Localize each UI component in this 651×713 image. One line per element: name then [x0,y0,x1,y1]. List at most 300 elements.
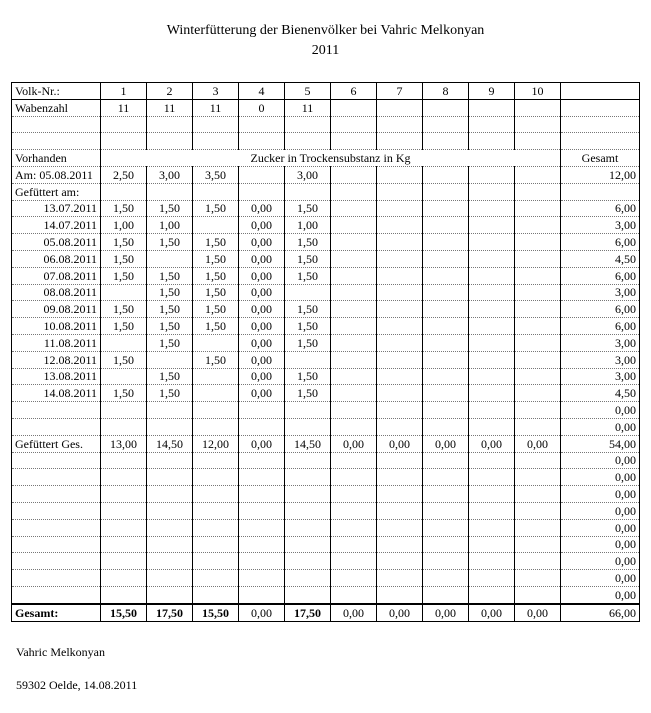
empty-cell [101,452,147,469]
empty-cell [285,452,331,469]
feed-value [101,402,147,419]
waben-value [469,99,515,116]
empty-cell [515,570,561,587]
feed-value [469,334,515,351]
empty-cell [423,502,469,519]
gefuettert-label: Gefüttert am: [12,183,101,200]
feed-date: 14.07.2011 [12,217,101,234]
am-value [377,166,423,183]
feed-value [377,234,423,251]
empty-cell [193,536,239,553]
feed-value [469,267,515,284]
empty-cell [331,133,377,150]
empty-cell [469,570,515,587]
feed-total: 3,00 [561,284,640,301]
feed-row [12,385,640,402]
feed-value: 0,00 [239,267,285,284]
feed-value [515,284,561,301]
feed-value: 1,50 [147,368,193,385]
feed-date: 13.08.2011 [12,368,101,385]
zero-row [12,586,640,603]
empty-cell [147,502,193,519]
empty-cell [377,553,423,570]
am-value: 2,50 [101,166,147,183]
feed-value [193,385,239,402]
feed-row [12,284,640,301]
empty-cell [101,133,147,150]
volk-number: 3 [193,83,239,100]
empty-cell [285,586,331,603]
empty-cell [331,486,377,503]
feed-value [331,234,377,251]
feed-value [515,200,561,217]
empty-cell [331,502,377,519]
volk-number: 6 [331,83,377,100]
feed-value [423,318,469,335]
feed-value [147,351,193,368]
feed-value [469,351,515,368]
feed-value [515,301,561,318]
empty-cell [515,116,561,133]
empty-cell [147,536,193,553]
feed-value [193,368,239,385]
empty-cell [101,486,147,503]
feed-value: 1,50 [147,284,193,301]
feed-value [469,284,515,301]
empty-cell [147,116,193,133]
zero-row [12,519,640,536]
feed-value [515,368,561,385]
empty-cell [561,116,640,133]
volk-number: 2 [147,83,193,100]
zero-total: 0,00 [561,536,640,553]
empty-cell [377,536,423,553]
feed-value [239,402,285,419]
empty-cell [561,99,640,116]
feed-value [377,418,423,435]
gesamt-value: 0,00 [469,604,515,621]
volk-number: 8 [423,83,469,100]
feed-value: 1,50 [193,351,239,368]
feed-value: 1,50 [101,351,147,368]
feed-value [423,284,469,301]
am-value [469,166,515,183]
feed-value: 1,50 [101,234,147,251]
document-year: 2011 [311,43,340,58]
feed-total: 4,50 [561,385,640,402]
gef-ges-value: 0,00 [423,435,469,452]
empty-cell [515,586,561,603]
feed-total: 3,00 [561,351,640,368]
waben-row [12,99,640,116]
feed-total: 0,00 [561,418,640,435]
feed-value [423,250,469,267]
gesamt-value: 0,00 [239,604,285,621]
blank-row [12,116,640,133]
feed-value: 0,00 [239,217,285,234]
gesamt-value: 0,00 [377,604,423,621]
empty-cell [469,586,515,603]
feed-value [101,284,147,301]
feed-value [285,402,331,419]
feed-value [239,418,285,435]
feed-value: 1,50 [193,267,239,284]
feed-date [12,418,101,435]
feed-value [377,284,423,301]
empty-cell [423,536,469,553]
empty-cell [423,469,469,486]
zero-row [12,553,640,570]
empty-cell [285,570,331,587]
zero-row [12,502,640,519]
empty-cell [331,570,377,587]
empty-cell [239,486,285,503]
empty-cell [193,452,239,469]
header-row [12,83,640,100]
waben-value: 0 [239,99,285,116]
vorhanden-row [12,150,640,167]
waben-label: Wabenzahl [12,99,101,116]
feed-total: 3,00 [561,217,640,234]
waben-value: 11 [147,99,193,116]
empty-cell [193,502,239,519]
zero-row [12,570,640,587]
empty-cell [239,519,285,536]
footer-place-date: 59302 Oelde, 14.08.2011 [16,678,138,692]
empty-cell [423,116,469,133]
empty-cell [12,452,101,469]
empty-cell [147,133,193,150]
empty-cell [193,486,239,503]
gesamt-value: 15,50 [193,604,239,621]
feed-value [377,301,423,318]
feed-date: 09.08.2011 [12,301,101,318]
feed-value: 1,50 [193,200,239,217]
empty-cell [193,116,239,133]
feed-value [423,234,469,251]
am-value [423,166,469,183]
volk-number: 10 [515,83,561,100]
gesamt-value: 0,00 [515,604,561,621]
empty-cell [469,133,515,150]
gesamt-value: 17,50 [147,604,193,621]
feed-value: 0,00 [239,368,285,385]
gef-ges-value: 0,00 [239,435,285,452]
feed-value [377,200,423,217]
am-total: 12,00 [561,166,640,183]
empty-cell [469,553,515,570]
empty-cell [12,133,101,150]
zero-total: 0,00 [561,486,640,503]
feed-value [331,418,377,435]
empty-cell [423,183,469,200]
empty-cell [515,183,561,200]
feed-value: 1,50 [285,250,331,267]
empty-cell [285,116,331,133]
gesamt-row-label: Gesamt: [12,604,101,621]
feed-date: 11.08.2011 [12,334,101,351]
feed-value [423,351,469,368]
volk-number: 4 [239,83,285,100]
empty-cell [423,133,469,150]
gesamt-value: 17,50 [285,604,331,621]
feed-value: 0,00 [239,250,285,267]
feed-value: 0,00 [239,318,285,335]
feeding-table [11,82,640,622]
empty-cell [515,469,561,486]
gef-ges-value: 12,00 [193,435,239,452]
empty-cell [377,452,423,469]
empty-cell [193,586,239,603]
feed-value [469,250,515,267]
waben-value: 11 [193,99,239,116]
feed-value [331,351,377,368]
empty-cell [377,519,423,536]
empty-cell [285,519,331,536]
empty-cell [12,469,101,486]
feed-value: 0,00 [239,284,285,301]
empty-cell [285,486,331,503]
feed-value [515,402,561,419]
feed-value [377,368,423,385]
empty-cell [12,570,101,587]
empty-cell [469,486,515,503]
empty-cell [377,570,423,587]
empty-cell [469,116,515,133]
feed-value [377,385,423,402]
feed-value [193,418,239,435]
empty-cell [515,452,561,469]
zero-total: 0,00 [561,586,640,603]
feed-value [331,334,377,351]
footer-name: Vahric Melkonyan [16,645,105,659]
empty-cell [239,133,285,150]
feed-value: 1,50 [101,250,147,267]
feed-value [423,368,469,385]
feed-value: 1,50 [285,234,331,251]
empty-cell [423,452,469,469]
empty-cell [331,553,377,570]
feed-value [423,334,469,351]
empty-cell [239,570,285,587]
zero-total: 0,00 [561,502,640,519]
feed-row [12,250,640,267]
empty-cell [147,519,193,536]
feed-value: 1,50 [101,200,147,217]
feed-value [423,418,469,435]
empty-cell [239,452,285,469]
feed-value: 0,00 [239,301,285,318]
volk-number: 1 [101,83,147,100]
feed-value [377,318,423,335]
gesamt-value: 0,00 [423,604,469,621]
feed-value [515,267,561,284]
feed-value [515,385,561,402]
empty-cell [239,586,285,603]
empty-cell [101,519,147,536]
feed-row [12,301,640,318]
empty-cell [423,586,469,603]
feed-total: 3,00 [561,334,640,351]
feed-value [515,217,561,234]
zero-row [12,452,640,469]
feed-value [515,318,561,335]
empty-cell [193,183,239,200]
empty-cell [331,116,377,133]
empty-cell [331,536,377,553]
feed-value: 1,50 [147,200,193,217]
waben-value [515,99,561,116]
empty-cell [515,133,561,150]
feed-row [12,334,640,351]
empty-cell [515,536,561,553]
empty-cell [561,83,640,100]
feed-value: 0,00 [239,351,285,368]
empty-cell [147,183,193,200]
empty-cell [377,469,423,486]
vorhanden-label: Vorhanden [12,150,101,167]
feed-row [12,418,640,435]
feed-date: 12.08.2011 [12,351,101,368]
empty-cell [285,502,331,519]
gef-ges-label: Gefüttert Ges. [12,435,101,452]
feed-value: 1,50 [147,267,193,284]
empty-cell [515,553,561,570]
feed-value [515,334,561,351]
feed-value [147,250,193,267]
empty-cell [193,469,239,486]
feed-value: 1,50 [147,385,193,402]
empty-cell [331,469,377,486]
empty-cell [101,570,147,587]
feed-value: 1,50 [147,318,193,335]
feed-value: 1,50 [285,334,331,351]
feed-date: 10.08.2011 [12,318,101,335]
empty-cell [285,469,331,486]
empty-cell [239,183,285,200]
document-title: Winterfütterung der Bienenvölker bei Vahric Melkonyan [166,23,485,38]
empty-cell [101,536,147,553]
feed-date: 14.08.2011 [12,385,101,402]
empty-cell [331,183,377,200]
feed-value [331,385,377,402]
volk-number: 5 [285,83,331,100]
empty-cell [285,553,331,570]
feed-value [469,234,515,251]
am-row [12,166,640,183]
feed-value [469,301,515,318]
feed-value [469,368,515,385]
am-value: 3,00 [147,166,193,183]
feed-value [101,368,147,385]
empty-cell [377,486,423,503]
feed-row [12,351,640,368]
empty-cell [12,502,101,519]
empty-cell [423,570,469,587]
am-value [515,166,561,183]
empty-cell [469,536,515,553]
empty-cell [101,183,147,200]
feed-value: 1,50 [285,267,331,284]
gefuettert-label-row [12,183,640,200]
empty-cell [331,519,377,536]
empty-cell [377,116,423,133]
empty-cell [147,586,193,603]
feed-value: 1,50 [101,301,147,318]
feed-value [469,318,515,335]
feed-value [193,334,239,351]
feed-value [377,402,423,419]
waben-value: 11 [285,99,331,116]
empty-cell [101,553,147,570]
feed-value [377,217,423,234]
feed-value [285,284,331,301]
empty-cell [12,586,101,603]
feed-value [469,200,515,217]
empty-cell [469,502,515,519]
empty-cell [147,570,193,587]
feed-value [193,217,239,234]
feed-value [101,418,147,435]
empty-cell [285,183,331,200]
feed-total: 6,00 [561,267,640,284]
waben-value [377,99,423,116]
zero-total: 0,00 [561,553,640,570]
feed-value: 1,50 [193,301,239,318]
zero-total: 0,00 [561,519,640,536]
empty-cell [193,133,239,150]
feed-value [377,250,423,267]
gef-ges-row [12,435,640,452]
empty-cell [469,452,515,469]
feed-row [12,200,640,217]
feed-value: 1,50 [285,368,331,385]
feed-date: 06.08.2011 [12,250,101,267]
feed-value: 1,50 [101,318,147,335]
empty-cell [239,502,285,519]
empty-cell [239,469,285,486]
gesamt-header: Gesamt [561,150,640,167]
feed-value: 1,00 [147,217,193,234]
waben-value [331,99,377,116]
empty-cell [285,536,331,553]
feed-date: 07.08.2011 [12,267,101,284]
am-value [331,166,377,183]
feed-value [331,267,377,284]
feed-value: 1,50 [193,234,239,251]
feed-value [469,418,515,435]
empty-cell [12,486,101,503]
am-value: 3,00 [285,166,331,183]
empty-cell [469,183,515,200]
empty-cell [469,519,515,536]
empty-cell [423,486,469,503]
empty-cell [561,183,640,200]
empty-cell [101,586,147,603]
feed-value: 1,50 [101,267,147,284]
empty-cell [12,553,101,570]
empty-cell [147,469,193,486]
empty-cell [239,116,285,133]
feed-value [101,334,147,351]
feed-value: 0,00 [239,385,285,402]
empty-cell [12,519,101,536]
volk-number: 7 [377,83,423,100]
feed-value [423,402,469,419]
empty-cell [193,553,239,570]
gef-ges-value: 13,00 [101,435,147,452]
feed-total: 4,50 [561,250,640,267]
